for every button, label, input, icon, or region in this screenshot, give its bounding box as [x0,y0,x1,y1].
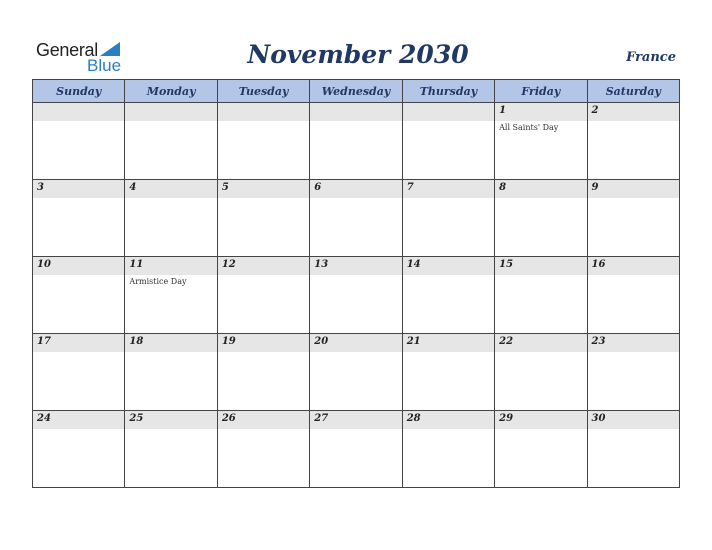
day-header-bar [310,180,401,198]
week-row [33,411,680,488]
day-number: 20 [314,336,329,347]
day-cell [217,180,309,257]
day-number: 19 [221,336,236,347]
day-number: 24 [37,413,51,424]
day-cell [310,411,402,488]
weekday-friday: Friday [495,80,587,103]
day-number: 21 [406,336,421,347]
day-cell [587,180,679,257]
generalblue-logo [36,40,136,76]
day-cell [125,334,217,411]
day-number: 28 [406,413,421,424]
day-cell [125,103,217,180]
weekday-wednesday: Wednesday [310,80,402,103]
day-cell [125,257,217,334]
day-header-bar [218,103,309,121]
day-header-bar [588,180,679,198]
day-header-bar [33,180,124,198]
day-cell [310,103,402,180]
day-number: 27 [314,413,329,424]
day-header-bar [125,103,216,121]
day-cell [495,334,587,411]
weekday-tuesday: Tuesday [217,80,309,103]
day-number: 1 [499,105,507,116]
day-number: 11 [129,259,144,270]
day-cell [217,334,309,411]
day-cell [33,103,125,180]
day-cell [587,334,679,411]
day-cell [495,103,587,180]
day-cell [587,411,679,488]
day-cell [310,257,402,334]
weekday-monday: Monday [125,80,217,103]
day-number: 18 [129,336,144,347]
weekday-sunday: Sunday [33,80,125,103]
day-cell [125,180,217,257]
day-number: 4 [129,182,137,193]
day-number: 5 [221,182,229,193]
day-cell [402,103,494,180]
day-cell [217,257,309,334]
day-cell [587,257,679,334]
day-number: 15 [499,259,514,270]
page-title: November 2030 [247,40,469,69]
day-number: 12 [221,259,236,270]
weekday-saturday: Saturday [587,80,679,103]
day-header-bar [495,103,586,121]
holiday-label: All Saints' Day [499,123,559,132]
day-number: 3 [37,182,44,193]
day-number: 6 [314,182,322,193]
day-header-bar [33,103,124,121]
day-number: 13 [314,259,329,270]
day-cell [495,411,587,488]
day-cell [33,180,125,257]
day-cell [33,411,125,488]
day-cell [402,411,494,488]
day-number: 22 [499,336,514,347]
day-header-bar [495,180,586,198]
weekday-thursday: Thursday [402,80,494,103]
day-number: 30 [591,413,606,424]
day-header-bar [403,103,494,121]
day-cell [310,334,402,411]
day-number: 8 [499,182,507,193]
day-cell [33,334,125,411]
day-number: 14 [406,259,421,270]
weekday-header-row [33,80,680,103]
day-cell [125,411,217,488]
day-number: 2 [591,105,599,116]
day-cell [402,257,494,334]
logo-triangle-icon [100,42,120,56]
week-row [33,257,680,334]
day-number: 7 [406,182,414,193]
day-cell [310,180,402,257]
day-header-bar [310,103,401,121]
holiday-label: Armistice Day [129,277,187,286]
week-row [33,180,680,257]
logo-blue-text: Blue [87,56,122,75]
day-number: 9 [591,182,599,193]
day-number: 17 [37,336,51,347]
day-number: 10 [37,259,51,270]
day-cell [33,257,125,334]
day-number: 26 [221,413,236,424]
country-label: France [626,50,676,65]
day-cell [587,103,679,180]
day-number: 29 [499,413,514,424]
week-row [33,103,680,180]
logo-general-text: General [36,40,98,60]
calendar-grid [32,79,680,488]
day-number: 25 [129,413,144,424]
day-cell [495,180,587,257]
day-header-bar [218,180,309,198]
day-cell [402,334,494,411]
day-cell [217,411,309,488]
day-cell [217,103,309,180]
day-header-bar [125,180,216,198]
day-header-bar [403,180,494,198]
day-number: 23 [591,336,606,347]
week-row [33,334,680,411]
day-cell [495,257,587,334]
day-number: 16 [591,259,606,270]
day-cell [402,180,494,257]
day-header-bar [588,103,679,121]
